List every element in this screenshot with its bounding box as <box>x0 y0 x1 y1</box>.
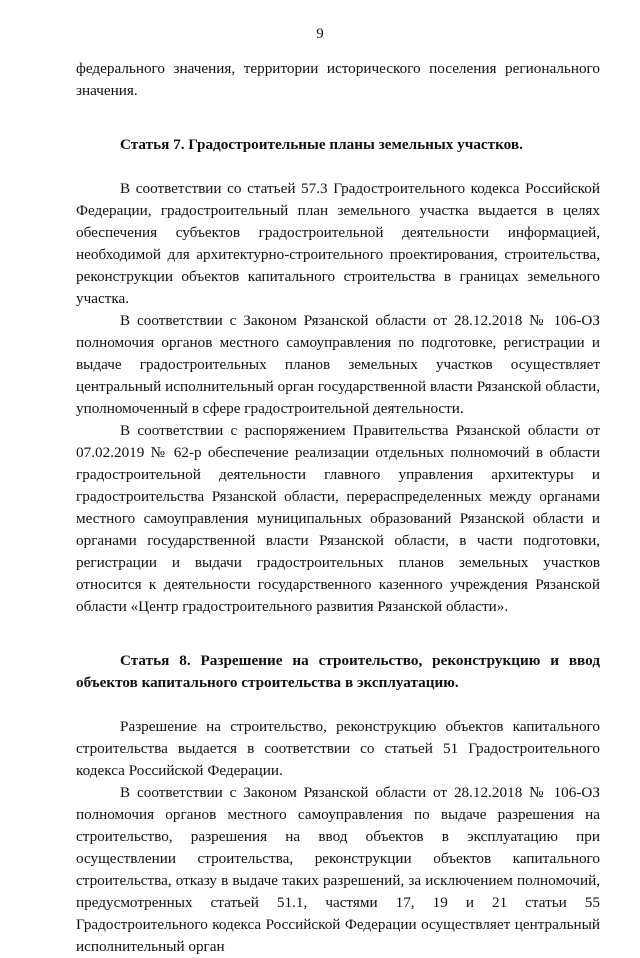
intro-fragment: федерального значения, территории исторического поселения регионального значения. <box>76 60 600 99</box>
article-7-heading: Статья 7. Градостроительные планы земельных участков. <box>120 136 523 153</box>
article-7-paragraph: В соответствии со статьей 57.3 Градостроительного кодекса Российской Федерации, градостроительный план земельного участка выдается в целях обеспечения субъектов градостроительной деятельности информацией, необходимой для архитектурно-строительного проектирования, строительства, реконструкции объектов капитального строительства в границах земельного участка. <box>76 180 600 307</box>
article-7-paragraph: В соответствии с Законом Рязанской области от 28.12.2018 № 106-ОЗ полномочия органов местного самоуправления по подготовке, регистрации и выдаче градостроительных планов земельных участков осуществляет центральный исполнительный орган государственной власти Рязанской области, уполномоченный в сфере градостроительной деятельности. <box>76 312 600 417</box>
article-7-paragraph: В соответствии с распоряжением Правительства Рязанской области от 07.02.2019 № 62-р обеспечение реализации отдельных полномочий в области градостроительной деятельности главного управления архитектуры и градостроительства Рязанской области, перераспределенных между органами местного самоуправления муниципальных образований Рязанской области и органами государственной власти Рязанской области, в части подготовки, регистрации и выдачи градостроительных планов земельных участков относится к деятельности государственного казенного учреждения Рязанской области «Центр градостроительного развития Рязанской области». <box>76 422 600 615</box>
article-8-heading: Статья 8. Разрешение на строительство, реконструкцию и ввод объектов капитального строительства в эксплуатацию. <box>76 652 600 691</box>
article-8-paragraph: В соответствии с Законом Рязанской области от 28.12.2018 № 106-ОЗ полномочия органов местного самоуправления по выдаче разрешения на строительство, разрешения на ввод объектов в эксплуатацию при осуществлении строительства, реконструкции объектов капитального строительства, отказу в выдаче таких разрешений, за исключением полномочий, предусмотренных статьей 51.1, частями 17, 19 и 21 статьи 55 Градостроительного кодекса Российской Федерации осуществляет центральный исполнительный орган <box>76 784 600 955</box>
document-body <box>76 58 600 958</box>
page-number: 9 <box>316 26 324 42</box>
article-8-paragraph: Разрешение на строительство, реконструкцию объектов капитального строительства выдается в соответствии со статьей 51 Градостроительного кодекса Российской Федерации. <box>76 718 600 779</box>
